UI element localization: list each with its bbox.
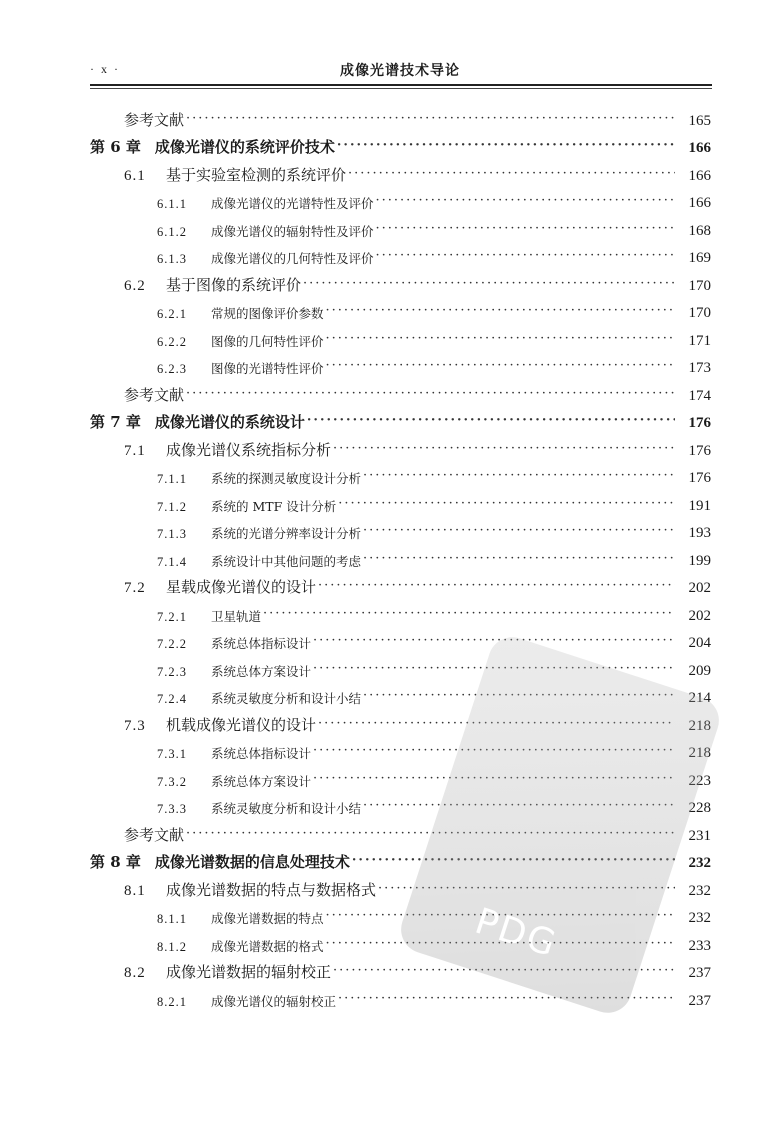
dot-leader [378, 882, 675, 900]
toc-entry-page: 170 [688, 277, 711, 294]
toc-entry-page: 169 [688, 250, 711, 266]
toc-entry-title [157, 744, 313, 762]
toc-entry-number: 7.2.2 [157, 637, 187, 651]
toc-entry-label: 系统总体方案设计 [211, 663, 312, 679]
toc-entry-number: 8.1.2 [157, 939, 187, 954]
toc-entry[interactable] [0, 102, 768, 130]
toc-entry-number: 7.2 [124, 580, 146, 596]
toc-entry[interactable] [0, 405, 768, 433]
toc-entry[interactable] [0, 680, 768, 708]
toc-entry-label: 图像的光谱特性评价 [211, 361, 324, 376]
toc-entry-page: 232 [688, 910, 711, 926]
toc-entry-page: 166 [688, 140, 711, 156]
toc-entry-label: 基于实验室检测的系统评价 [166, 165, 347, 184]
toc-entry[interactable] [0, 597, 768, 625]
dot-leader [376, 222, 675, 240]
toc-entry-title [157, 662, 313, 680]
toc-entry-number: 6.1.3 [157, 252, 187, 266]
toc-entry-title [157, 634, 313, 652]
toc-entry-label: 系统的探测灵敏度设计分析 [211, 471, 362, 486]
running-title: 成像光谱技术导论 [340, 63, 460, 79]
dot-leader [326, 304, 675, 322]
toc-entry-title [157, 249, 376, 267]
toc-entry-page: 202 [688, 607, 711, 624]
toc-entry-number: 7.2.1 [157, 609, 187, 624]
toc-entry[interactable] [0, 735, 768, 763]
toc-entry[interactable] [0, 212, 768, 240]
toc-entry-label: 成像光谱仪的几何特性及评价 [211, 251, 374, 266]
toc-entry-page: 231 [688, 827, 711, 844]
toc-entry-label: 系统设计中其他问题的考虑 [211, 553, 362, 569]
toc-entry-label: 基于图像的系统评价 [166, 275, 302, 294]
toc-entry-title [157, 222, 376, 240]
toc-entry-title [157, 909, 326, 927]
toc-entry-title [124, 879, 378, 900]
toc-entry-number: 7.1.4 [157, 554, 187, 569]
toc-entry[interactable] [0, 817, 768, 845]
dot-leader [326, 359, 675, 377]
toc-entry[interactable] [0, 267, 768, 295]
toc-entry-number: 8.2.1 [157, 994, 187, 1009]
dot-leader [376, 249, 675, 267]
dot-leader [363, 552, 675, 570]
toc-entry-title [157, 689, 363, 707]
toc-entry-page: 193 [688, 525, 711, 541]
header-rule [90, 84, 712, 86]
dot-leader [318, 717, 675, 735]
toc-entry-title [157, 194, 376, 212]
toc-entry-number: 6.2.1 [157, 307, 187, 321]
dot-leader [186, 112, 675, 130]
dot-leader [307, 414, 675, 432]
dot-leader [376, 194, 675, 212]
toc-entry-page: 202 [688, 580, 711, 596]
dot-leader [186, 827, 675, 845]
toc-entry[interactable] [0, 955, 768, 983]
toc-entry-number: 第 6 章 [90, 138, 141, 156]
dot-leader [313, 662, 675, 680]
toc-entry-page: 237 [688, 992, 711, 1009]
dot-leader [318, 579, 675, 597]
toc-entry-label: 系统的 MTF 设计分析 [211, 498, 337, 514]
toc-entry-number: 7.1.2 [157, 499, 187, 514]
toc-entry[interactable] [0, 762, 768, 790]
dot-leader [338, 497, 675, 515]
toc-entry[interactable] [0, 542, 768, 570]
toc-entry-label: 成像光谱仪的辐射特性及评价 [211, 223, 374, 239]
toc-entry-title [157, 772, 313, 790]
toc-entry-number: 6.2.2 [157, 334, 187, 349]
toc-entry-title [90, 851, 352, 872]
dot-leader [363, 469, 675, 487]
header-rule-thin [90, 88, 712, 89]
toc-entry-number: 6.2 [124, 277, 146, 294]
dot-leader [363, 689, 675, 707]
toc-entry-page: 170 [688, 305, 711, 321]
dot-leader [326, 937, 675, 955]
toc-entry-label: 卫星轨道 [211, 608, 262, 624]
dot-leader [333, 964, 675, 982]
toc-entry-label: 成像光谱数据的特点与数据格式 [166, 880, 377, 899]
toc-entry[interactable] [0, 872, 768, 900]
toc-entry-label: 成像光谱仪系统指标分析 [166, 440, 332, 459]
toc-entry-title [157, 552, 363, 570]
toc-entry-title [124, 824, 186, 845]
toc-entry-number: 6.1.1 [157, 197, 187, 211]
toc-entry-label: 常规的图像评价参数 [211, 306, 324, 321]
toc-entry-title [124, 274, 303, 295]
toc-entry-title [157, 469, 363, 487]
toc-entry[interactable] [0, 487, 768, 515]
dot-leader [313, 772, 675, 790]
toc-entry-number: 7.1.1 [157, 472, 187, 486]
toc-entry-label: 参考文献 [124, 825, 185, 844]
toc-entry-title [157, 497, 338, 515]
toc-entry[interactable] [0, 570, 768, 598]
dot-leader [313, 744, 675, 762]
toc-entry-number: 8.1 [124, 882, 146, 899]
toc-entry-page: 171 [688, 332, 711, 349]
toc-entry[interactable] [0, 157, 768, 185]
toc-entry-title [124, 164, 348, 185]
toc-entry-page: 228 [688, 800, 711, 816]
dot-leader [363, 524, 675, 542]
dot-leader [348, 167, 675, 185]
toc-entry-label: 系统灵敏度分析和设计小结 [211, 691, 362, 706]
page-header [90, 58, 710, 82]
toc-entry-page: 237 [688, 965, 711, 981]
toc-entry[interactable] [0, 322, 768, 350]
dot-leader [263, 607, 675, 625]
toc-entry-title [90, 411, 307, 432]
dot-leader [352, 854, 675, 872]
toc-entry[interactable] [0, 625, 768, 653]
toc-entry-page: 166 [688, 167, 711, 184]
toc-entry[interactable] [0, 707, 768, 735]
toc-entry-label: 参考文献 [124, 385, 185, 404]
toc-entry-page: 168 [688, 222, 711, 239]
toc-entry[interactable] [0, 927, 768, 955]
toc-entry-label: 成像光谱仪的光谱特性及评价 [211, 196, 374, 211]
dot-leader [303, 277, 675, 295]
toc-entry[interactable] [0, 130, 768, 158]
toc-entry-page: 176 [688, 470, 711, 486]
toc-entry-label: 参考文献 [124, 110, 185, 129]
toc-entry-label: 成像光谱仪的系统评价技术 [154, 138, 335, 156]
toc-entry[interactable] [0, 652, 768, 680]
toc-entry-title [124, 961, 333, 982]
toc-entry[interactable] [0, 515, 768, 543]
toc-entry-title [124, 109, 186, 130]
toc-entry-number: 7.3.3 [157, 802, 187, 816]
watermark-text: PDG [470, 900, 563, 966]
toc-entry-label: 成像光谱数据的辐射校正 [166, 963, 332, 981]
toc-entry-label: 星载成像光谱仪的设计 [166, 578, 317, 596]
toc-entry[interactable] [0, 377, 768, 405]
toc-entry-number: 6.1 [124, 167, 146, 184]
toc-entry-label: 系统灵敏度分析和设计小结 [211, 801, 362, 816]
toc-entry[interactable] [0, 900, 768, 928]
toc-entry-title [124, 384, 186, 405]
toc-entry-number: 7.3.2 [157, 774, 187, 789]
toc-entry-page: 214 [688, 690, 711, 706]
toc-entry-number: 7.1.3 [157, 527, 187, 541]
toc-entry-page: 223 [688, 772, 711, 789]
toc-entry-title [157, 799, 363, 817]
toc-entry-title [157, 332, 326, 350]
toc-entry-label: 成像光谱仪的辐射校正 [211, 993, 337, 1009]
toc-entry-label: 成像光谱数据的特点 [211, 911, 324, 926]
toc-entry-title [157, 937, 326, 955]
dot-leader [338, 992, 675, 1010]
toc-entry-number: 6.1.2 [157, 224, 187, 239]
toc-entry-page: 218 [688, 745, 711, 761]
toc-entry-label: 成像光谱仪的系统设计 [154, 413, 305, 431]
toc-entry-title [157, 524, 363, 542]
toc-entry-number: 第 7 章 [90, 413, 141, 431]
toc-entry-page: 232 [688, 882, 711, 899]
toc-entry-title [157, 359, 326, 377]
toc-entry-title [157, 992, 338, 1010]
toc-entry-title [157, 607, 263, 625]
toc-entry[interactable] [0, 295, 768, 323]
toc-entry[interactable] [0, 845, 768, 873]
toc-entry-number: 7.3.1 [157, 747, 187, 761]
toc-entry-number: 7.2.4 [157, 692, 187, 706]
toc-entry-page: 176 [688, 415, 711, 431]
toc-entry-label: 系统总体指标设计 [211, 636, 312, 651]
toc-entry-page: 174 [688, 387, 711, 404]
toc-entry-page: 191 [688, 497, 711, 514]
toc-entry-label: 系统的光谱分辨率设计分析 [211, 526, 362, 541]
toc-entry[interactable] [0, 790, 768, 818]
dot-leader [333, 442, 675, 460]
toc-entry[interactable] [0, 460, 768, 488]
dot-leader [363, 799, 675, 817]
toc-entry-label: 图像的几何特性评价 [211, 333, 324, 349]
toc-entry-title [124, 439, 333, 460]
toc-entry-page: 204 [688, 635, 711, 651]
toc-entry-page: 166 [688, 195, 711, 211]
toc-entry-number: 6.2.3 [157, 362, 187, 376]
toc-entry-number: 7.2.3 [157, 664, 187, 679]
toc-entry-label: 成像光谱数据的信息处理技术 [154, 853, 350, 871]
toc-entry-number: 8.1.1 [157, 912, 187, 926]
toc-entry-page: 233 [688, 937, 711, 954]
toc-entry-page: 176 [688, 442, 711, 459]
toc-entry[interactable] [0, 350, 768, 378]
toc-entry-title [90, 136, 337, 157]
toc-entry-title [124, 576, 318, 597]
dot-leader [337, 139, 675, 157]
toc-entry-page: 165 [688, 112, 711, 129]
toc-entry-label: 成像光谱数据的格式 [211, 938, 324, 954]
toc-entry-label: 机载成像光谱仪的设计 [166, 715, 317, 734]
dot-leader [313, 634, 675, 652]
toc-entry-number: 第 8 章 [90, 853, 141, 871]
toc-entry[interactable] [0, 982, 768, 1010]
toc-entry-page: 199 [688, 552, 711, 569]
dot-leader [186, 387, 675, 405]
toc-entry-label: 系统总体指标设计 [211, 746, 312, 761]
page-number: · x · [90, 62, 120, 76]
toc-entry-label: 系统总体方案设计 [211, 773, 312, 789]
dot-leader [326, 909, 675, 927]
table-of-contents [0, 102, 768, 1010]
toc-entry-page: 173 [688, 360, 711, 376]
toc-entry[interactable] [0, 432, 768, 460]
toc-entry-page: 209 [688, 662, 711, 679]
toc-entry-page: 218 [688, 717, 711, 734]
toc-entry-title [157, 304, 326, 322]
toc-entry-title [124, 714, 318, 735]
toc-entry-number: 7.1 [124, 442, 146, 459]
dot-leader [326, 332, 675, 350]
toc-entry-number: 8.2 [124, 965, 146, 981]
toc-entry[interactable] [0, 240, 768, 268]
toc-entry[interactable] [0, 185, 768, 213]
toc-entry-page: 232 [688, 855, 711, 871]
toc-entry-number: 7.3 [124, 717, 146, 734]
